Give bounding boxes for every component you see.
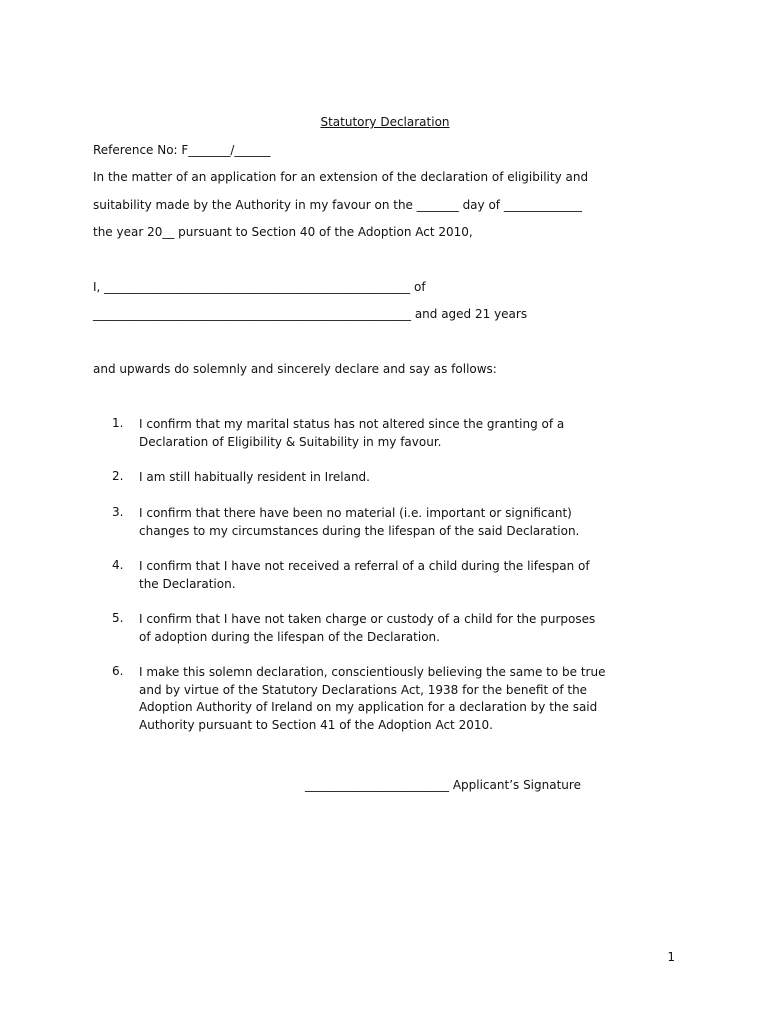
declarant-address-line: _____________________________________________________ and aged 21 years bbox=[93, 307, 528, 321]
reference-number: Reference No: F_______/______ bbox=[93, 143, 271, 157]
applicant-signature-line: ________________________ Applicant’s Signature bbox=[305, 778, 581, 792]
declaration-item-5 bbox=[139, 611, 609, 646]
item-line: I confirm that I have not received a referral of a child during the lifespan of bbox=[139, 559, 590, 573]
item-line: the Declaration. bbox=[139, 576, 236, 591]
declaration-item-4 bbox=[139, 558, 609, 593]
item-line: Authority pursuant to Section 41 of the Adoption Act 2010. bbox=[139, 717, 493, 732]
item-line: of adoption during the lifespan of the Declaration. bbox=[139, 629, 440, 644]
item-number: 2. bbox=[112, 469, 124, 483]
item-line: Declaration of Eligibility & Suitability in my favour. bbox=[139, 434, 442, 449]
item-number: 6. bbox=[112, 664, 124, 678]
item-line: changes to my circumstances during the lifespan of the said Declaration. bbox=[139, 523, 580, 538]
page-number: 1 bbox=[667, 950, 675, 964]
item-number: 3. bbox=[112, 505, 124, 519]
item-number: 1. bbox=[112, 416, 124, 430]
item-number: 5. bbox=[112, 611, 124, 625]
declaration-item-2 bbox=[139, 469, 609, 487]
item-line: Adoption Authority of Ireland on my application for a declaration by the said bbox=[139, 700, 598, 714]
declaration-item-3 bbox=[139, 505, 609, 540]
document-title: Statutory Declaration bbox=[320, 115, 450, 129]
item-line: and by virtue of the Statutory Declarations Act, 1938 for the benefit of the bbox=[139, 682, 588, 697]
declare-line: and upwards do solemnly and sincerely declare and say as follows: bbox=[93, 362, 497, 376]
item-line: I confirm that I have not taken charge or custody of a child for the purposes bbox=[139, 612, 596, 626]
item-number: 4. bbox=[112, 558, 124, 572]
item-line: I confirm that my marital status has not altered since the granting of a bbox=[139, 417, 565, 431]
matter-line-3: the year 20__ pursuant to Section 40 of the Adoption Act 2010, bbox=[93, 225, 473, 239]
item-line: I confirm that there have been no material (i.e. important or significant) bbox=[139, 506, 572, 520]
matter-line-2: suitability made by the Authority in my favour on the _______ day of _____________ bbox=[93, 198, 582, 212]
declaration-item-6 bbox=[139, 664, 609, 734]
declarant-name-line: I, ___________________________________________________ of bbox=[93, 280, 426, 294]
matter-line-1: In the matter of an application for an extension of the declaration of eligibility and bbox=[93, 170, 589, 184]
item-line: I am still habitually resident in Ireland. bbox=[139, 470, 370, 484]
item-line: I make this solemn declaration, conscientiously believing the same to be true bbox=[139, 665, 606, 679]
declaration-item-1 bbox=[139, 416, 609, 451]
